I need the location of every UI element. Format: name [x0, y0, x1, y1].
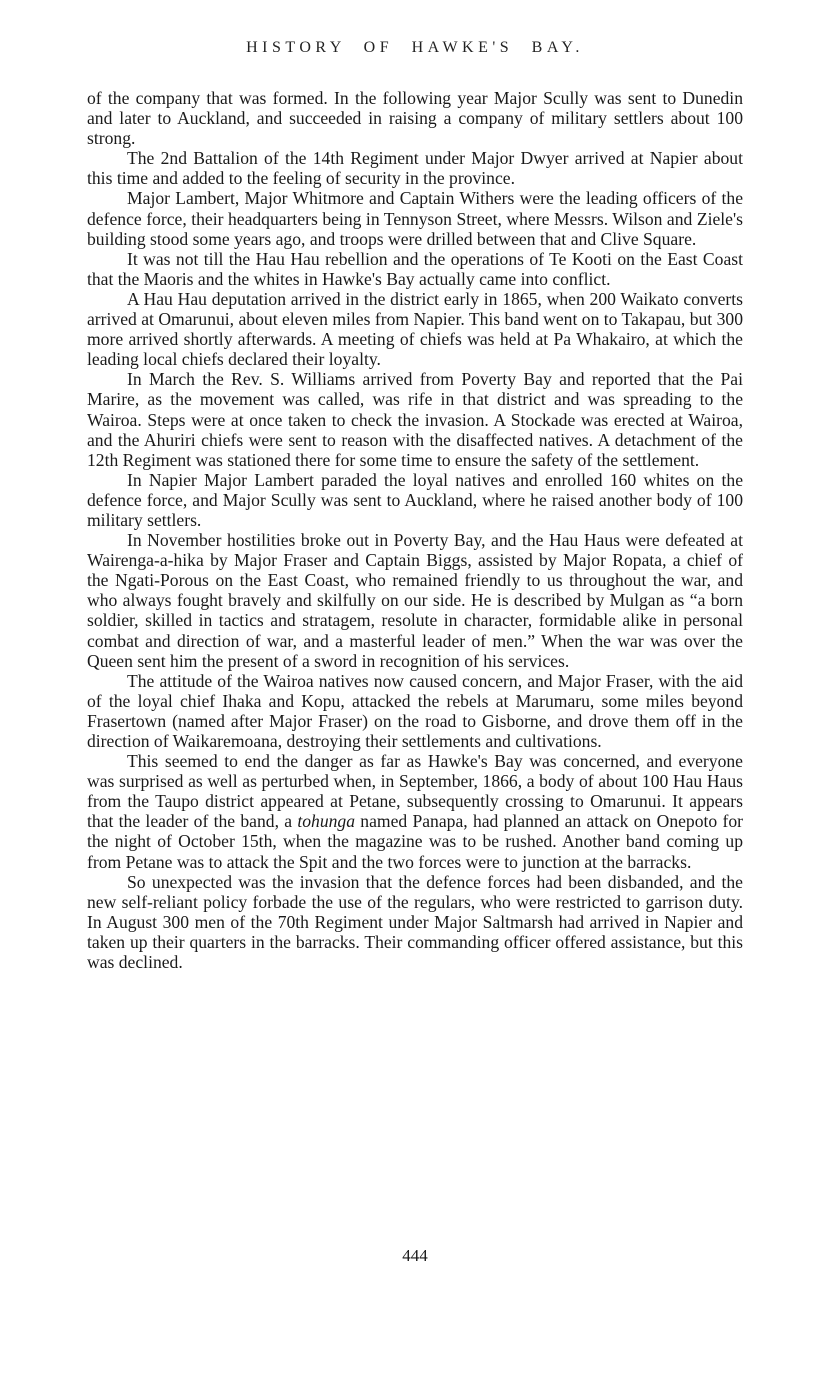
petane-text-after: named Panapa, had planned an attack on Onepoto for the night of October 15th, when the magazine was to be rushed. Another band coming up from Petane was to attack the Spit and the two forces were to junction at the barracks. [87, 811, 743, 872]
page-number: 444 [402, 1246, 428, 1265]
paragraph-hau-hau-deputation: A Hau Hau deputation arrived in the district early in 1865, when 200 Waikato converts arrived at Omarunui, about eleven miles from Napier. This band went on to Takapau, but 300 more arrived shortly afterwards. A meeting of chiefs was held at Pa Whakairo, at which the leading local chiefs declared their loyalty. [87, 288, 743, 370]
paragraph-hau-hau-rebellion: It was not till the Hau Hau rebellion and the operations of Te Kooti on the East Coast that the Maoris and the whites in Hawke's Bay actually came into conflict. [87, 248, 743, 289]
paragraph-petane-invasion [87, 751, 743, 872]
paragraph-unexpected-invasion: So unexpected was the invasion that the defence forces had been disbanded, and the new self-reliant policy forbade the use of the regulars, who were restricted to garrison duty. In August 300 men of the 70th Regiment under Major Saltmarsh had arrived in Napier and taken up their quarters in the barracks. Their commanding officer offered assistance, but this was declined. [87, 871, 743, 973]
paragraph-defence-officers: Major Lambert, Major Whitmore and Captain Withers were the leading officers of the defence force, their headquarters being in Tennyson Street, where Messrs. Wilson and Ziele's building stood some years ago, and troops were drilled between that and Clive Square. [87, 188, 743, 249]
paragraph-rev-williams: In March the Rev. S. Williams arrived from Poverty Bay and reported that the Pai Marire, as the movement was called, was rife in that district and was spreading to the Wairoa. Steps were at once taken to check the invasion. A Stockade was erected at Wairoa, and the Ahuriri chiefs were sent to reason with the disaffected natives. A detachment of the 12th Regiment was stationed there for some time to ensure the safety of the settlement. [87, 369, 743, 470]
paragraph-continuation: of the company that was formed. In the following year Major Scully was sent to Dunedin and later to Auckland, and succeeded in raising a company of military settlers about 100 strong. [87, 88, 743, 149]
paragraph-dwyer-battalion: The 2nd Battalion of the 14th Regiment under Major Dwyer arrived at Napier about this time and added to the feeling of security in the province. [87, 148, 743, 189]
body-text [87, 88, 743, 972]
petane-text-before: This seemed to end the danger as far as Hawke's Bay was concerned, and everyone was surprised as well as perturbed when, in September, 1866, a body of about 100 Hau Haus from the Taupo district appeared at Petane, subsequently crossing to Omarunui. It appears that the leader of the band, a [87, 751, 743, 832]
paragraph-november-hostilities: In November hostilities broke out in Poverty Bay, and the Hau Haus were defeated at Wairenga-a-hika by Major Fraser and Captain Biggs, assisted by Major Ropata, a chief of the Ngati-Porous on the East Coast, who remained friendly to us throughout the war, and who always fought bravely and skilfully on our side. He is described by Mulgan as “a born soldier, skilled in tactics and stratagem, resolute in character, formidable alike in personal combat and direction of war, and a masterful leader of men.” When the war was over the Queen sent him the present of a sword in recognition of his services. [87, 530, 743, 671]
paragraph-lambert-parade: In Napier Major Lambert paraded the loyal natives and enrolled 160 whites on the defence force, and Major Scully was sent to Auckland, where he raised another body of 100 military settlers. [87, 469, 743, 530]
paragraph-wairoa-natives: The attitude of the Wairoa natives now caused concern, and Major Fraser, with the aid of the loyal chief Ihaka and Kopu, attacked the rebels at Marumaru, some miles beyond Frasertown (named after Major Fraser) on the road to Gisborne, and drove them off in the direction of Waikaremoana, destroying their settlements and cultivations. [87, 670, 743, 751]
running-head: HISTORY OF HAWKE'S BAY. [246, 39, 584, 56]
petane-italic-term: tohunga [297, 811, 356, 832]
